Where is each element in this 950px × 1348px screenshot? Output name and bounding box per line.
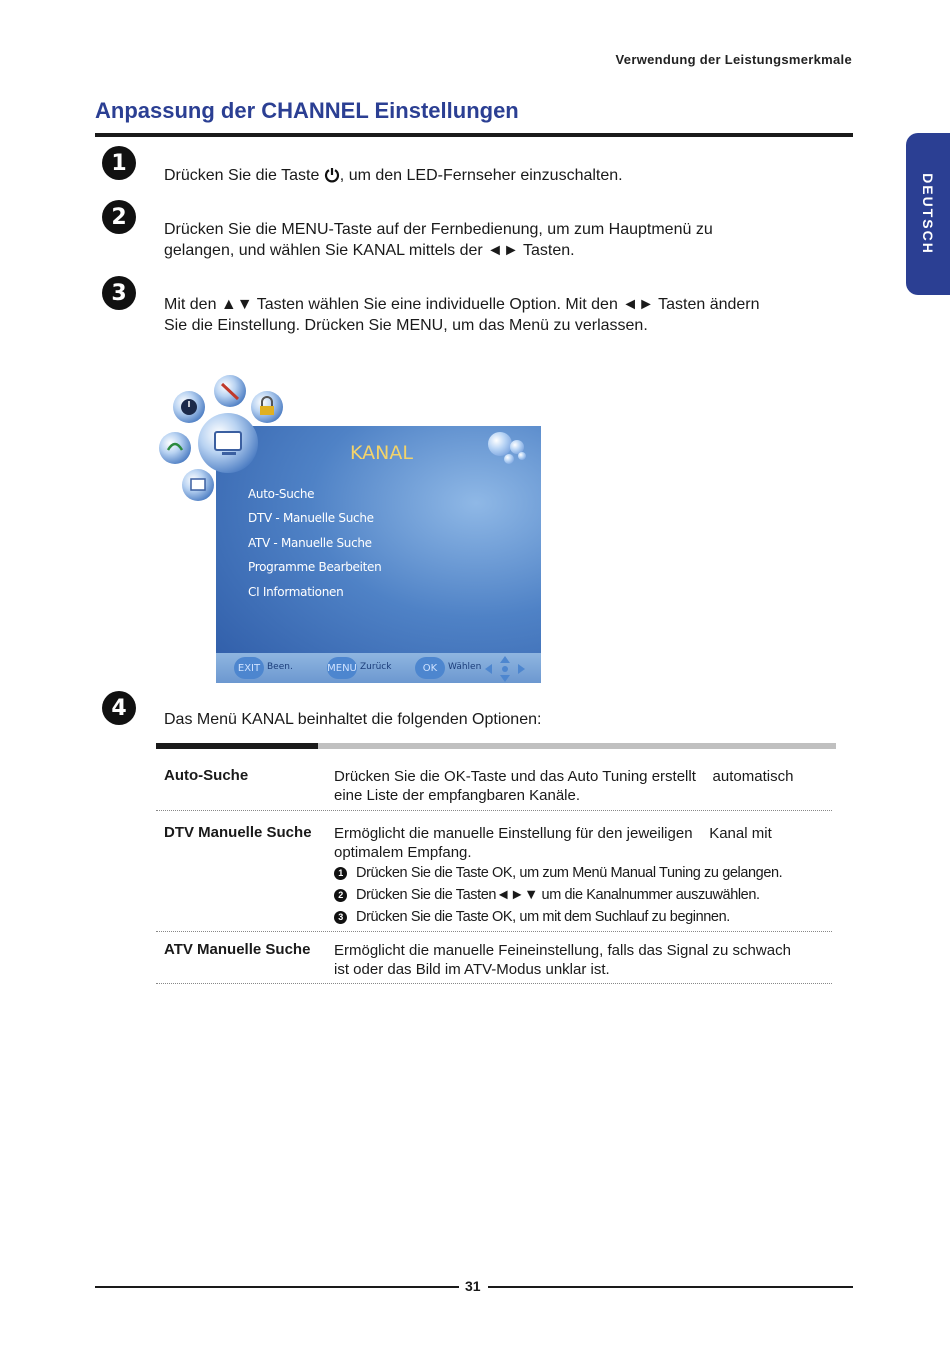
channel-icon[interactable] [198,413,258,473]
decorative-bubble [504,454,514,464]
page-number: 31 [465,1278,481,1294]
dtv-substep-2 [334,887,760,903]
option-desc-line: Ermöglicht die manuelle Feineinstellung, falls das Signal zu schwach [334,942,791,959]
option-desc-line: Ermöglicht die manuelle Einstellung für den jeweiligen Kanal mit [334,825,772,842]
row-divider [156,931,832,932]
option-desc-dtv-manuelle-suche [334,824,824,862]
step-3-text [164,294,760,336]
section-header: Verwendung der Leistungsmerkmale [615,52,852,67]
setup-icon[interactable] [214,375,246,407]
power-icon [324,167,340,183]
substep-text: Drücken Sie die Taste OK, um zum Menü Manual Tuning zu gelangen. [356,865,783,881]
clock-icon[interactable] [173,391,205,423]
title-rule [95,133,853,137]
decorative-bubble [518,452,526,460]
menu-item-dtv-manuelle-suche[interactable]: DTV - Manuelle Suche [248,511,374,525]
navigation-arrows-icon [482,655,528,683]
ok-key[interactable]: OK [415,657,445,679]
menu-item-auto-suche[interactable]: Auto-Suche [248,487,315,501]
picture-icon[interactable] [182,469,214,501]
footer-rule-left [95,1286,459,1288]
step-1-text [164,165,623,186]
menu-category-icons [156,372,286,506]
substep-number: 1 [334,867,347,880]
step-2-line-2: gelangen, und wählen Sie KANAL mittels der ◄► Tasten. [164,242,575,259]
step-2-line-1: Drücken Sie die MENU-Taste auf der Fernbedienung, um zum Hauptmenü zu [164,221,713,238]
menu-item-atv-manuelle-suche[interactable]: ATV - Manuelle Suche [248,536,372,550]
row-divider [156,810,832,811]
option-label-auto-suche: Auto-Suche [164,767,249,784]
option-desc-line: ist oder das Bild im ATV-Modus unklar ist. [334,961,610,978]
language-tab [906,133,950,295]
audio-icon[interactable] [159,432,191,464]
exit-key[interactable]: EXIT [234,657,264,679]
kanal-menu-title: KANAL [350,442,413,464]
table-rule-dark [156,743,318,749]
menu-item-ci-informationen[interactable]: CI Informationen [248,585,344,599]
table-rule-light [318,743,836,749]
step-2-text [164,219,713,261]
step-number-3: 3 [102,276,136,310]
substep-text: Drücken Sie die Taste OK, um mit dem Suchlauf zu beginnen. [356,909,730,925]
option-desc-auto-suche [334,767,824,805]
substep-number: 3 [334,911,347,924]
menu-label: Zurück [360,662,392,672]
ok-label: Wählen [448,662,482,672]
decorative-bubble [488,432,512,456]
step-3-line-2: Sie die Einstellung. Drücken Sie MENU, um das Menü zu verlassen. [164,317,648,334]
option-desc-atv-manuelle-suche [334,941,824,979]
lock-icon[interactable] [251,391,283,423]
option-desc-line: Drücken Sie die OK-Taste und das Auto Tuning erstellt automatisch [334,768,794,785]
menu-button-bar [216,653,541,683]
option-label-atv-manuelle-suche: ATV Manuelle Suche [164,941,311,958]
option-desc-line: optimalem Empfang. [334,844,472,861]
menu-item-programme-bearbeiten[interactable]: Programme Bearbeiten [248,560,382,574]
step-number-4: 4 [102,691,136,725]
substep-text: Drücken Sie die Tasten◄►▼ um die Kanalnummer auszuwählen. [356,887,760,903]
step-3-line-1: Mit den ▲▼ Tasten wählen Sie eine individuelle Option. Mit den ◄► Tasten ändern [164,296,760,313]
dtv-substep-3 [334,909,730,925]
footer-rule-right [488,1286,853,1288]
option-label-dtv-manuelle-suche: DTV Manuelle Suche [164,824,312,841]
language-tab-label: DEUTSCH [920,173,936,255]
step-1-text-after: , um den LED-Fernseher einzuschalten. [339,167,623,184]
row-divider [156,983,832,984]
menu-key[interactable]: MENU [327,657,357,679]
option-desc-line: eine Liste der empfangbaren Kanäle. [334,787,581,804]
substep-number: 2 [334,889,347,902]
exit-label: Been. [267,662,293,672]
dtv-substep-1 [334,865,782,881]
step-4-text: Das Menü KANAL beinhaltet die folgenden Optionen: [164,711,542,728]
step-1-text-before: Drücken Sie die Taste [164,167,320,184]
step-number-2: 2 [102,200,136,234]
page-title: Anpassung der CHANNEL Einstellungen [95,98,519,123]
step-number-1: 1 [102,146,136,180]
